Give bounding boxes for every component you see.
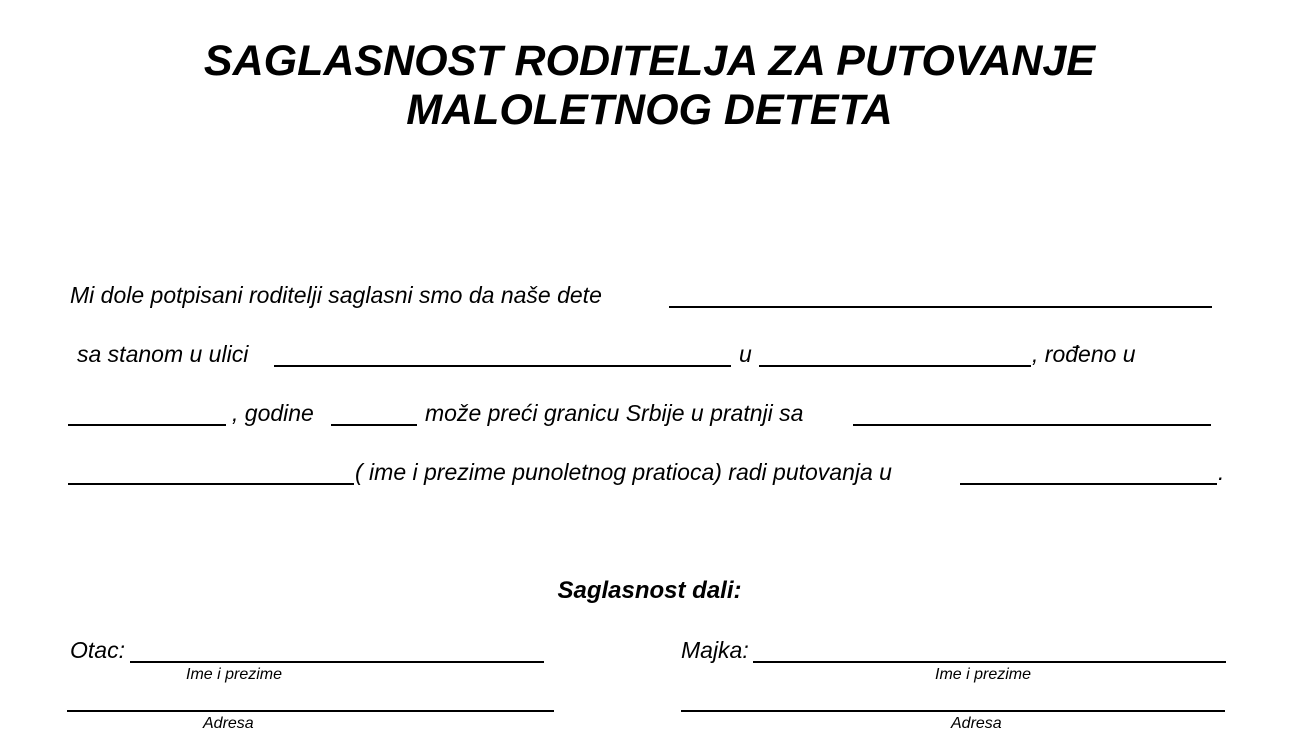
consent-text-destination-clause: ( ime i prezime punoletnog pratioca) radi putovanja u <box>355 459 892 485</box>
birth-year-field[interactable] <box>331 424 417 426</box>
consent-text-address-label: sa stanom u ulici <box>77 341 249 367</box>
consent-text-born-label: , rođeno u <box>1032 341 1136 367</box>
father-address-caption: Adresa <box>203 715 254 732</box>
street-field[interactable] <box>274 365 731 367</box>
consent-text-period: . <box>1218 459 1225 485</box>
companion-name-field-part-2[interactable] <box>68 483 354 485</box>
father-address-field[interactable] <box>67 710 554 712</box>
mother-name-field[interactable] <box>753 661 1226 663</box>
consent-text-city-label: u <box>739 341 752 367</box>
document-title-line-2: MALOLETNOG DETETA <box>406 86 893 134</box>
father-name-field[interactable] <box>130 661 544 663</box>
mother-label: Majka: <box>681 637 749 663</box>
consent-text-year-label: , godine <box>232 400 314 426</box>
mother-address-field[interactable] <box>681 710 1225 712</box>
mother-address-caption: Adresa <box>951 715 1002 732</box>
mother-name-caption: Ime i prezime <box>935 666 1032 683</box>
consent-text-line-1: Mi dole potpisani roditelji saglasni smo da naše dete <box>70 282 602 308</box>
father-label: Otac: <box>70 637 125 663</box>
city-field[interactable] <box>759 365 1031 367</box>
companion-name-field-part-1[interactable] <box>853 424 1211 426</box>
birthplace-field[interactable] <box>68 424 226 426</box>
signatures-heading: Saglasnost dali: <box>557 577 742 604</box>
father-name-caption: Ime i prezime <box>186 666 283 683</box>
document-title-line-1: SAGLASNOST RODITELJA ZA PUTOVANJE <box>203 37 1096 85</box>
destination-field[interactable] <box>960 483 1217 485</box>
child-name-field[interactable] <box>669 306 1212 308</box>
consent-text-border-clause: može preći granicu Srbije u pratnji sa <box>425 400 804 426</box>
